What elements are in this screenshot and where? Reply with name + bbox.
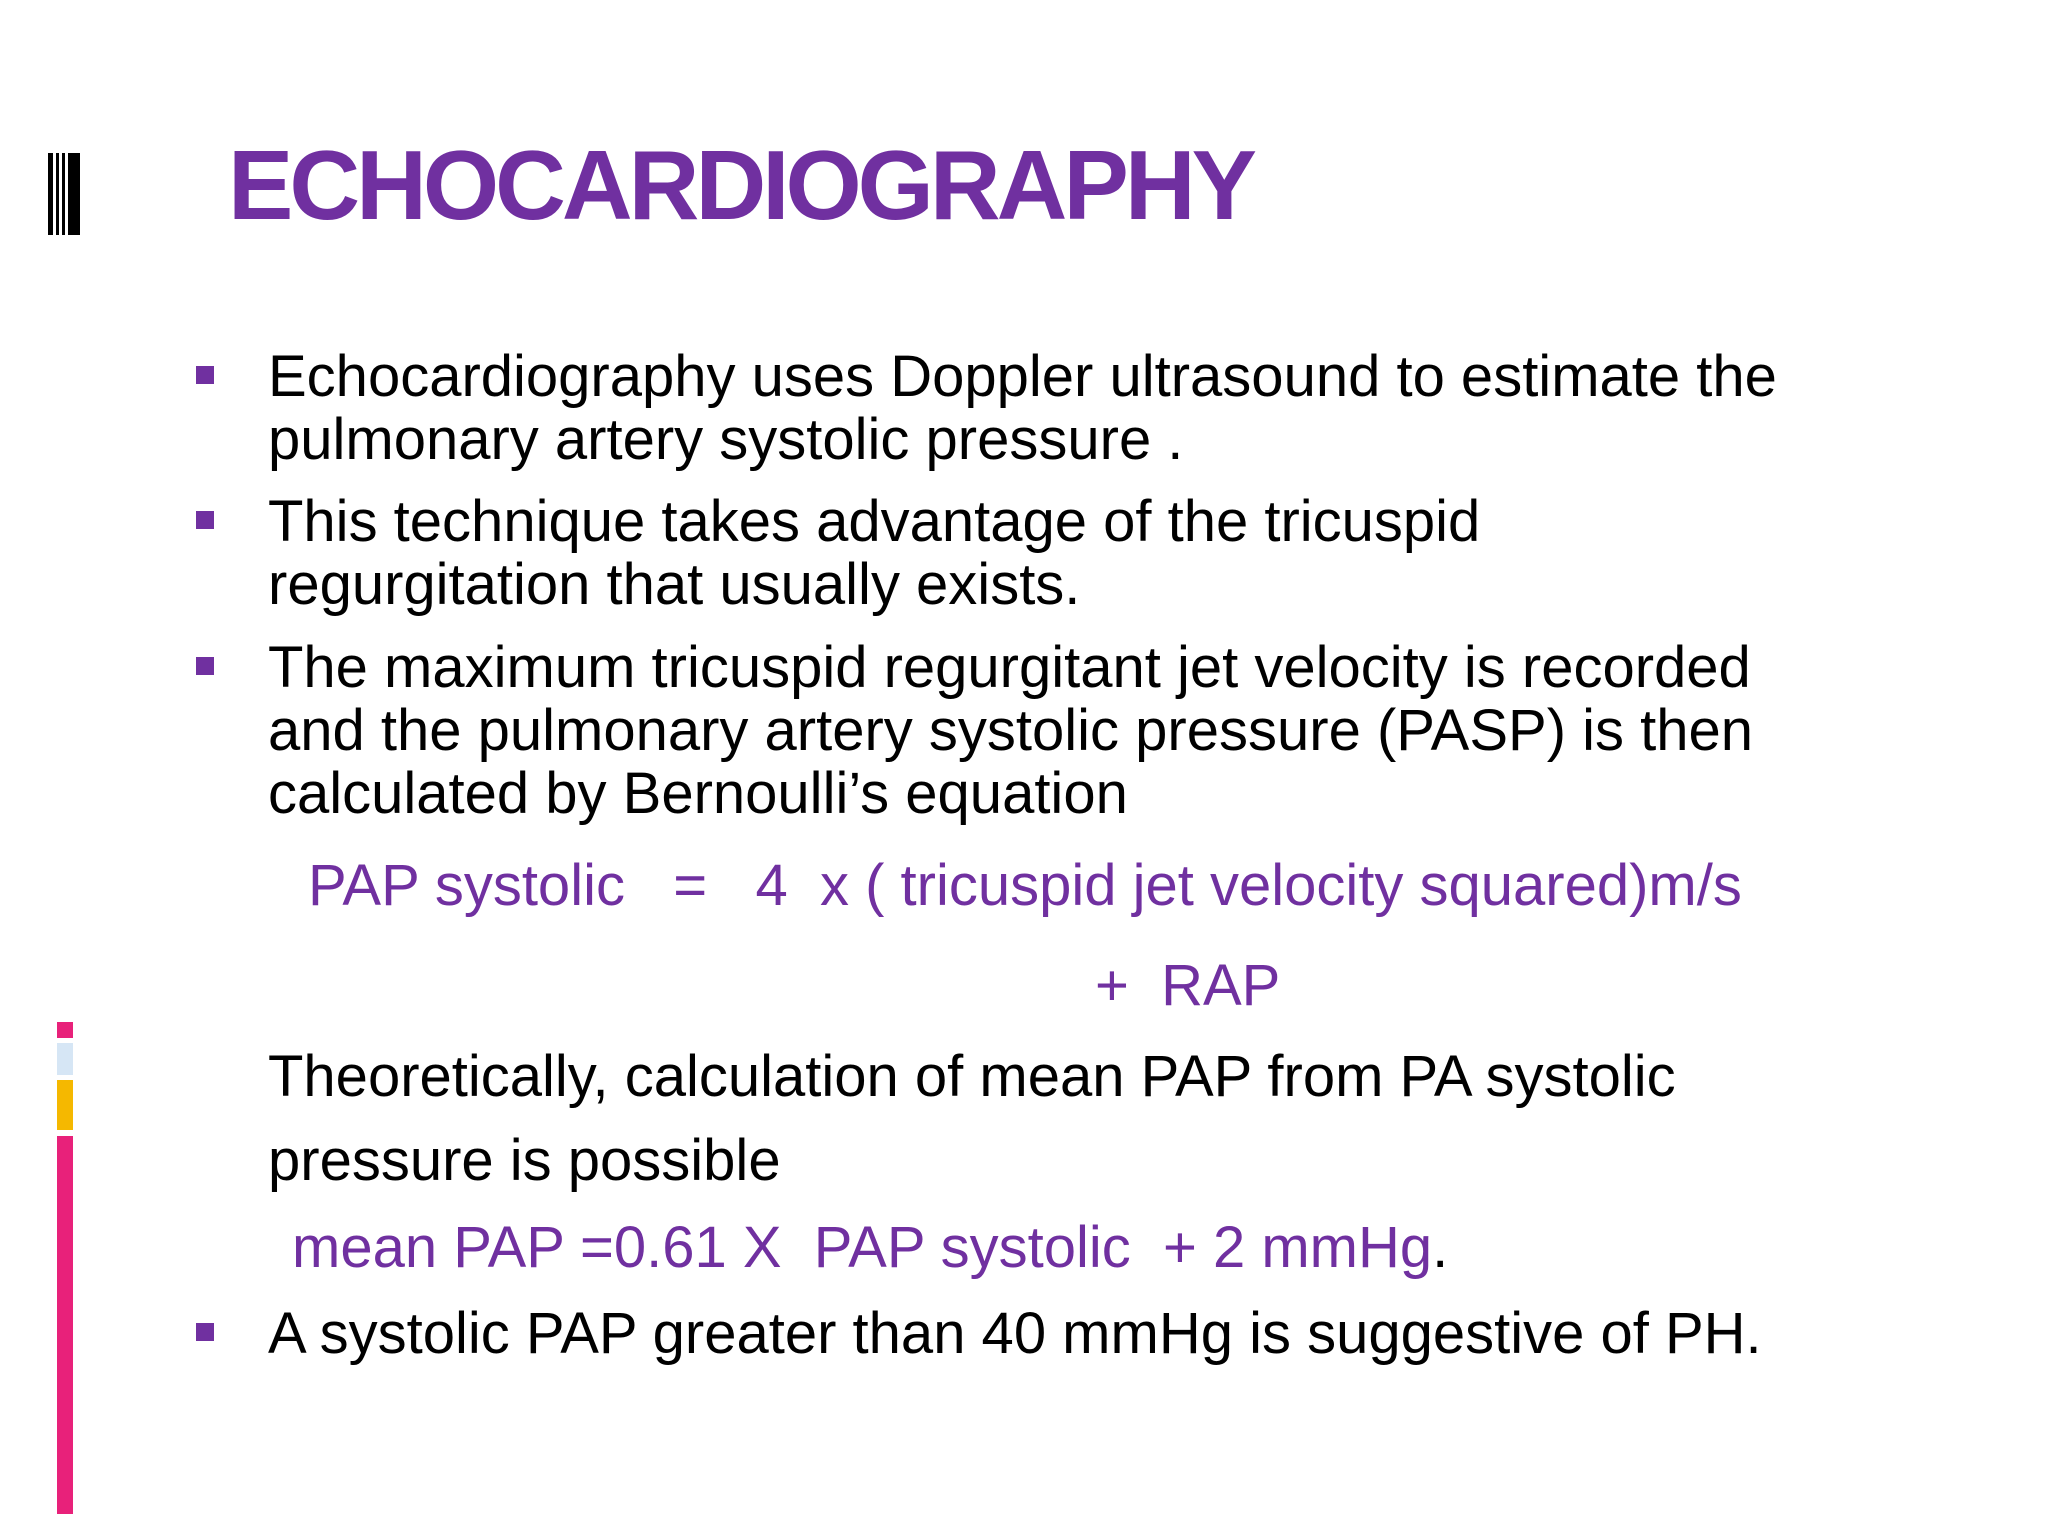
bullet-marker <box>196 657 214 675</box>
bullet-line: The maximum tricuspid regurgitant jet velocity is recorded <box>268 635 1751 700</box>
bullet-item-threshold: A systolic PAP greater than 40 mmHg is suggestive of PH. <box>268 1301 1762 1366</box>
side-bar-pink-top <box>57 1022 73 1038</box>
bullet-line: pulmonary artery systolic pressure . <box>268 407 1184 472</box>
formula-mean-period: . <box>1432 1215 1449 1280</box>
bullet-marker <box>196 511 214 529</box>
formula-mean-text: mean PAP =0.61 X PAP systolic + 2 mmHg <box>292 1215 1433 1280</box>
slide-title: ECHOCARDIOGRAPHY <box>228 130 1253 240</box>
bullet-item-doppler <box>268 345 1777 471</box>
bullet-line: Echocardiography uses Doppler ultrasound to estimate the <box>268 344 1777 409</box>
formula-mean-pap <box>292 1216 1448 1279</box>
bullet-line: calculated by Bernoulli’s equation <box>268 761 1128 826</box>
bullet-marker <box>196 1323 214 1341</box>
formula-pasp-line1: PAP systolic = 4 x ( tricuspid jet velocity squared)m/s <box>308 853 1742 918</box>
bullet-line: and the pulmonary artery systolic pressure (PASP) is then <box>268 698 1754 763</box>
theory-line: Theoretically, calculation of mean PAP from PA systolic <box>268 1044 1676 1109</box>
bullet-marker <box>196 366 214 384</box>
bullet-item-technique <box>268 490 1480 616</box>
side-bar-pale-blue <box>57 1043 73 1075</box>
side-bar-orange <box>57 1080 73 1130</box>
theory-line: pressure is possible <box>268 1128 781 1193</box>
title-stripes-decoration <box>48 153 80 235</box>
theory-paragraph <box>268 1035 1676 1203</box>
bullet-line: regurgitation that usually exists. <box>268 552 1081 617</box>
bullet-line: This technique takes advantage of the tricuspid <box>268 489 1481 554</box>
bullet-item-jet-velocity <box>268 636 1753 825</box>
formula-pasp-line2: + RAP <box>1095 953 1281 1018</box>
side-bar-pink-long <box>57 1136 73 1514</box>
